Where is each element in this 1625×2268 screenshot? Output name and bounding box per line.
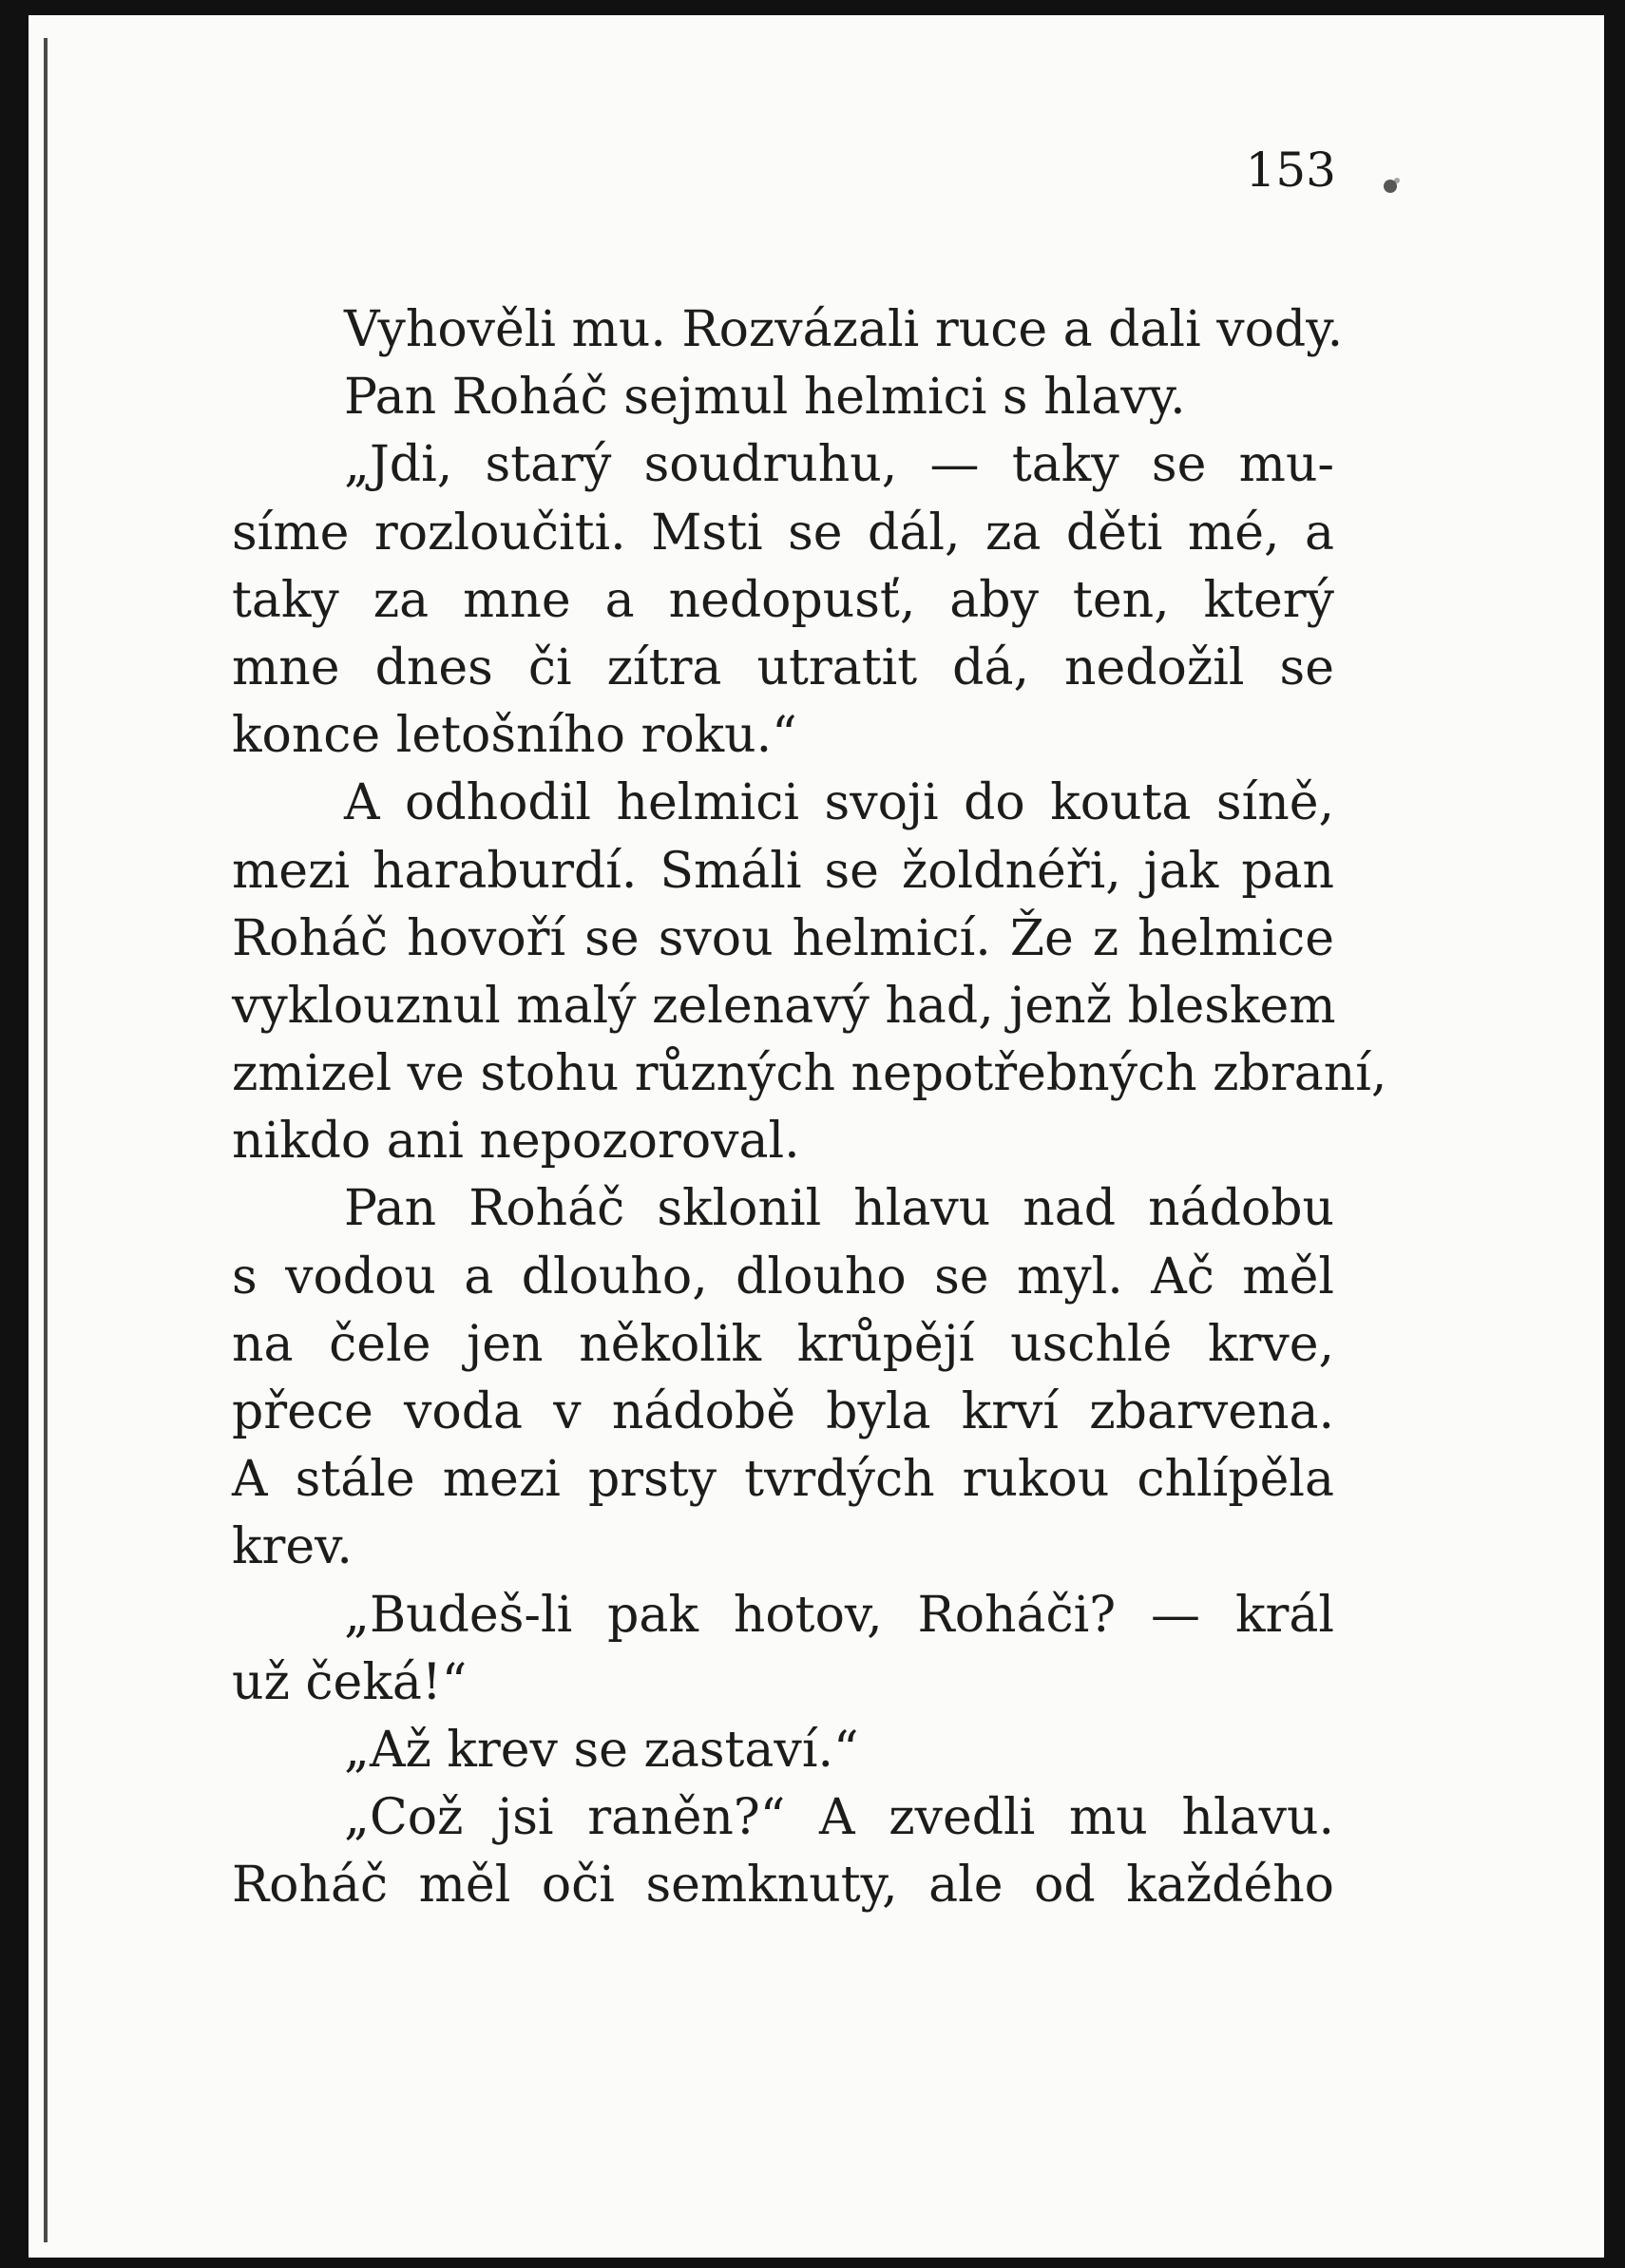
text-line: „Což jsi raněn?“ A zvedli mu hlavu. [344, 1789, 1334, 1847]
text-line: už čeká!“ [232, 1653, 468, 1711]
text-line: konce letošního roku.“ [232, 707, 797, 765]
text-line: Pan Roháč sejmul helmici s hlavy. [344, 369, 1186, 427]
text-line: na čele jen několik krůpějí uschlé krve, [232, 1315, 1334, 1373]
text-line: Vyhověli mu. Rozvázali ruce a dali vody. [344, 301, 1344, 358]
body-text [232, 296, 1387, 1920]
text-line: s vodou a dlouho, dlouho se myl. Ač měl [232, 1248, 1334, 1306]
text-line: krev. [232, 1518, 353, 1576]
page-number: 153 [1245, 143, 1336, 198]
ink-blot-icon [1378, 171, 1406, 200]
text-line: vyklouznul malý zelenavý had, jenž bleskem [232, 977, 1336, 1035]
text-line: „Jdi, starý soudruhu, — taky se mu- [344, 436, 1334, 494]
text-line: nikdo ani nepozoroval. [232, 1113, 800, 1171]
text-line: přece voda v nádobě byla krví zbarvena. [232, 1383, 1334, 1440]
text-line: mne dnes či zítra utratit dá, nedožil se [232, 638, 1334, 696]
text-line: A odhodil helmici svoji do kouta síně, [344, 774, 1334, 832]
text-line: taky za mne a nedopusť, aby ten, který [232, 571, 1334, 629]
text-line: Roháč hovoří se svou helmicí. Že z helmice [232, 909, 1334, 967]
text-line: Pan Roháč sklonil hlavu nad nádobu [344, 1180, 1334, 1238]
text-line: Roháč měl oči semknuty, ale od každého [232, 1857, 1334, 1915]
text-line: síme rozloučiti. Msti se dál, za děti mé, a [232, 504, 1334, 562]
page-spine-edge [44, 38, 48, 2242]
text-line: A stále mezi prsty tvrdých rukou chlípěla [232, 1451, 1334, 1509]
text-line: zmizel ve stohu různých nepotřebných zbraní, [232, 1045, 1387, 1103]
text-line: „Až krev se zastaví.“ [344, 1721, 859, 1779]
text-line: mezi haraburdí. Smáli se žoldnéři, jak pan [232, 842, 1334, 900]
text-line: „Budeš-li pak hotov, Roháči? — král [344, 1586, 1334, 1644]
